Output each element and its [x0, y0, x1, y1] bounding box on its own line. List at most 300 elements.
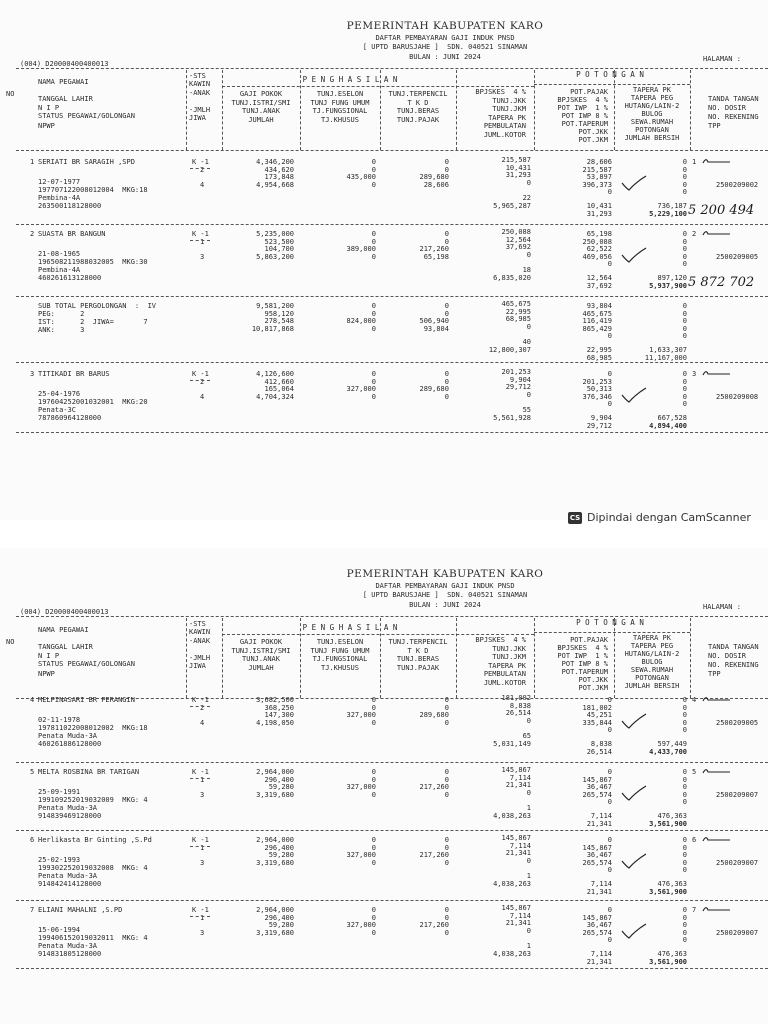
document-code: (004) D20000400400013: [20, 608, 109, 616]
subtotal-peg: PEG: 2: [38, 310, 85, 318]
signature-scrawl-icon: [702, 368, 732, 378]
gross-value: 7,114: [509, 911, 531, 920]
deduction-value: 465,675: [582, 309, 612, 318]
employee-npwp: 914842414128000: [38, 880, 102, 888]
header-col6-0: BPJSKES 4 %: [475, 636, 526, 644]
deduction-value: 68,985: [586, 353, 612, 362]
header-col1-0: NAMA PEGAWAI: [38, 626, 89, 634]
gross-value: 37,692: [505, 243, 531, 252]
allowance-value: 217,260: [419, 245, 449, 254]
employee-nip: 197707122008012004 MKG:18: [38, 186, 148, 194]
account-number: 2500209008: [716, 393, 759, 401]
header-col1-4: STATUS PEGAWAI/GOLONGAN: [38, 112, 135, 120]
gross-value: 21,341: [505, 781, 531, 790]
header-col7-4: POT.TAPERUM: [561, 668, 608, 676]
marital-status: 3: [200, 928, 205, 937]
birth-date: 12-07-1977: [38, 178, 81, 186]
page-label: HALAMAN :: [703, 603, 741, 611]
deduction-value: 736,187: [657, 202, 687, 210]
employee-grade: Penata-3C: [38, 406, 76, 414]
allowance-value: 327,000: [346, 851, 376, 860]
allowance-value: 327,000: [346, 385, 376, 394]
salary-value: 4,954,668: [256, 180, 294, 189]
deduction-value: 0: [607, 260, 612, 269]
signature-scrawl-icon: [702, 904, 732, 914]
subtotal-label: SUB TOTAL PERGOLONGAN : IV: [38, 302, 157, 310]
employee-nip: 199302252019032008 MKG: 4: [38, 864, 148, 872]
document-title: PEMERINTAH KABUPATEN KARO: [346, 568, 544, 580]
allowance-value: 0: [444, 843, 449, 852]
allowance-value: 0: [444, 913, 449, 922]
salary-value: 147,300: [264, 711, 294, 720]
deduction-value: 0: [682, 392, 687, 401]
employee-nip: 197811022008012002 MKG:18: [38, 724, 148, 732]
employee-name: TITIKADI BR BARUS: [38, 370, 110, 378]
header-col6-2: TUNJ.JKM: [492, 105, 526, 113]
allowance-value: 93,804: [423, 324, 449, 333]
deduction-value: 116,419: [582, 317, 612, 326]
column-line: [222, 618, 223, 698]
gross-value: 0: [526, 788, 531, 797]
deduction-value: 476,363: [657, 812, 687, 820]
document-subtitle: DAFTAR PEMBAYARAN GAJI INDUK PNSD: [375, 582, 515, 590]
allowance-value: 0: [371, 906, 376, 914]
gross-value: 5,561,928: [493, 414, 531, 422]
deduction-value: 7,114: [590, 950, 612, 958]
header-col8-6: JUMLAH BERSIH: [624, 134, 680, 142]
rule-line: [16, 968, 768, 969]
header-col6-3: TAPERA PK: [488, 113, 526, 122]
row-number: 6: [30, 836, 35, 844]
rule-line: [16, 900, 768, 901]
deduction-value: 0: [607, 936, 612, 945]
deduction-value: 36,467: [586, 921, 612, 930]
gross-value: 215,587: [501, 156, 531, 164]
header-col9-2: NO. REKENING: [708, 661, 759, 669]
marital-status: K -1: [192, 696, 209, 704]
allowance-value: 0: [444, 696, 449, 704]
allowance-value: 389,000: [346, 245, 376, 254]
marital-status: K -1: [192, 230, 209, 238]
allowance-value: 217,260: [419, 783, 449, 792]
allowance-value: 28,606: [423, 180, 449, 189]
gross-value: 21,341: [505, 919, 531, 928]
header-col4-0: TUNJ.ESELON: [316, 90, 364, 98]
row-number: 7: [30, 906, 35, 914]
allowance-value: 0: [444, 836, 449, 844]
rule-line: [16, 362, 768, 363]
header-col7-6: POT.JKM: [578, 684, 608, 692]
salary-value: 5,863,200: [256, 252, 294, 261]
deduction-value: 265,574: [582, 928, 612, 937]
account-number: 2500209007: [716, 791, 759, 799]
header-col8-2: HUTANG/LAIN-2: [624, 650, 680, 658]
column-line: [456, 70, 457, 150]
net-pay: 5,229,100: [649, 209, 687, 218]
header-col9-0: TANDA TANGAN: [708, 95, 759, 103]
gross-value: 145,867: [501, 834, 531, 842]
header-col1-4: STATUS PEGAWAI/GOLONGAN: [38, 660, 135, 668]
account-number: 2500209005: [716, 719, 759, 727]
header-col3-1: TUNJ.ISTRI/SMI: [231, 646, 291, 655]
deduction-value: 9,904: [590, 414, 612, 422]
gross-value: 181,002: [501, 694, 531, 702]
gross-value: 65: [522, 732, 531, 741]
header-col7-3: POT IWP 8 %: [561, 660, 608, 668]
marital-status: 2: [200, 165, 205, 174]
account-number: 2500209002: [716, 181, 759, 189]
gross-value: 68,985: [505, 315, 531, 324]
rule-line: [222, 86, 534, 87]
gross-value: 0: [526, 856, 531, 865]
allowance-value: 0: [371, 230, 376, 238]
header-col3-0: GAJI POKOK: [239, 90, 283, 98]
header-col2-4: -JMLH: [189, 654, 211, 662]
deduction-value: 31,293: [586, 209, 612, 218]
gross-value: 4,038,263: [493, 950, 531, 958]
deduction-value: 0: [607, 188, 612, 197]
allowance-value: 0: [371, 392, 376, 401]
header-col5-3: TUNJ.PAJAK: [396, 663, 440, 672]
column-line: [534, 70, 535, 150]
header-col8-1: TAPERA PEG: [630, 642, 674, 650]
deduction-value: 1,633,307: [649, 346, 687, 354]
rule-line: [16, 296, 768, 297]
deduction-value: 0: [682, 711, 687, 720]
deduction-value: 0: [682, 928, 687, 937]
salary-value: 296,400: [264, 913, 294, 922]
deduction-value: 93,804: [586, 302, 612, 310]
header-col7-6: POT.JKM: [578, 136, 608, 144]
rule-line: [16, 68, 768, 69]
salary-value: 3,682,500: [256, 696, 294, 704]
deduction-value: 0: [607, 768, 612, 776]
gross-value: 4,038,263: [493, 880, 531, 888]
header-col7-1: BPJSKES 4 %: [557, 96, 608, 104]
employee-nip: 199406152019032011 MKG: 4: [38, 934, 148, 942]
header-col2-0: -STS: [189, 72, 206, 80]
marital-status: 2: [200, 703, 205, 712]
column-line: [534, 618, 535, 698]
deduction-value: 8,838: [590, 740, 612, 748]
header-col6-1: TUNJ.JKK: [492, 96, 526, 105]
gross-value: 22: [522, 194, 531, 203]
deduction-value: 0: [682, 377, 687, 386]
gross-value: 7,114: [509, 773, 531, 782]
allowance-value: 327,000: [346, 921, 376, 930]
allowance-value: 217,260: [419, 851, 449, 860]
employee-nip: 196508211988032005 MKG:30: [38, 258, 148, 266]
deduction-value: 7,114: [590, 880, 612, 888]
allowance-value: 0: [371, 324, 376, 333]
gross-value: 26,514: [505, 709, 531, 718]
gross-value: 10,431: [505, 163, 531, 172]
header-col1-0: NAMA PEGAWAI: [38, 78, 89, 86]
school-unit: [ UPTD BARUSJAHE ] SDN. 040521 SINAMAN: [362, 591, 528, 599]
deduction-value: 0: [607, 726, 612, 735]
signature-scrawl-icon: [702, 766, 732, 776]
salary-value: 59,280: [268, 851, 294, 860]
salary-value: 4,346,200: [256, 158, 294, 166]
allowance-value: 0: [444, 906, 449, 914]
allowance-value: 0: [371, 370, 376, 378]
header-col1-2: TANGGAL LAHIR: [38, 643, 93, 651]
deduction-value: 21,341: [586, 887, 612, 896]
signature-check-icon: [620, 852, 648, 870]
employee-npwp: 914839469128000: [38, 812, 102, 820]
signature-number: 4: [692, 696, 701, 704]
deduction-value: 0: [682, 385, 687, 394]
allowance-value: 0: [444, 237, 449, 246]
deduction-value: 469,056: [582, 252, 612, 261]
rule-line: [190, 240, 210, 241]
deduction-value: 0: [682, 252, 687, 261]
marital-status: K -1: [192, 370, 209, 378]
deduction-value: 181,002: [582, 703, 612, 712]
birth-date: 02-11-1978: [38, 716, 81, 724]
allowance-value: 327,000: [346, 711, 376, 720]
marital-status: 1: [200, 843, 205, 852]
deduction-value: 145,867: [582, 843, 612, 852]
gross-value: 0: [526, 250, 531, 259]
employee-nip: 199109252019032009 MKG: 4: [38, 796, 148, 804]
salary-value: 9,581,200: [256, 302, 294, 310]
gross-value: 0: [526, 390, 531, 399]
salary-value: 4,126,600: [256, 370, 294, 378]
header-col5-2: TUNJ.BERAS: [396, 655, 440, 663]
header-col6-4: PEMBULATAN: [483, 122, 526, 130]
gross-value: 250,088: [501, 228, 531, 236]
column-line: [222, 70, 223, 150]
deduction-value: 0: [682, 768, 687, 776]
salary-value: 59,280: [268, 783, 294, 792]
allowance-value: 65,198: [423, 252, 449, 261]
camscanner-text: Dipindai dengan CamScanner: [587, 511, 751, 524]
header-col8-4: SEWA.RUMAH: [630, 666, 674, 674]
deduction-value: 0: [607, 836, 612, 844]
gross-value: 465,675: [501, 300, 531, 308]
employee-npwp: 263500118128000: [38, 202, 102, 210]
deduction-value: 0: [682, 866, 687, 875]
header-col4-2: TJ.FUNGSIONAL: [312, 107, 368, 115]
gross-value: 1: [526, 872, 531, 881]
deduction-value: 0: [682, 836, 687, 844]
header-col1-3: N I P: [38, 652, 60, 660]
row-number: 3: [30, 370, 35, 378]
deduction-value: 21,341: [586, 819, 612, 828]
salary-value: 173,848: [264, 173, 294, 182]
marital-status: 3: [200, 252, 205, 261]
allowance-value: 0: [444, 718, 449, 727]
deduction-value: 28,606: [586, 158, 612, 166]
header-col5-1: T K D: [407, 646, 429, 655]
deduction-value: 0: [607, 906, 612, 914]
deduction-value: 0: [682, 230, 687, 238]
allowance-value: 0: [444, 768, 449, 776]
allowance-value: 0: [371, 377, 376, 386]
row-number: 5: [30, 768, 35, 776]
gross-value: 12,564: [505, 235, 531, 244]
header-col8-3: BULOG: [641, 658, 663, 666]
allowance-value: 435,000: [346, 173, 376, 182]
account-number: 2500209007: [716, 929, 759, 937]
signature-scrawl-icon: [702, 228, 732, 238]
net-pay: 3,561,900: [649, 819, 687, 828]
deduction-value: 36,467: [586, 783, 612, 792]
column-line: [186, 618, 187, 698]
account-number: 2500209007: [716, 859, 759, 867]
header-col5-0: TUNJ.TERPENCIL: [388, 638, 448, 646]
header-col3-0: GAJI POKOK: [239, 638, 283, 646]
marital-status: K -1: [192, 158, 209, 166]
account-number: 2500209005: [716, 253, 759, 261]
signature-scrawl-icon: [702, 694, 732, 704]
header-col3-1: TUNJ.ISTRI/SMI: [231, 98, 291, 107]
allowance-value: 0: [371, 790, 376, 799]
payroll-page-2: [0, 548, 768, 1024]
allowance-value: 217,260: [419, 921, 449, 930]
salary-value: 523,500: [264, 237, 294, 246]
allowance-value: 0: [371, 165, 376, 174]
allowance-value: 0: [444, 790, 449, 799]
gross-value: 22,995: [505, 307, 531, 316]
gross-value: 55: [522, 406, 531, 415]
header-col3-2: TUNJ.ANAK: [242, 107, 280, 115]
deduction-value: 62,522: [586, 245, 612, 254]
deduction-value: 0: [682, 858, 687, 867]
marital-status: K -1: [192, 836, 209, 844]
school-unit: [ UPTD BARUSJAHE ] SDN. 040521 SINAMAN: [362, 43, 528, 51]
net-pay: 11,167,000: [644, 353, 687, 362]
signature-number: 3: [692, 370, 701, 378]
deduction-value: 26,514: [586, 747, 612, 756]
deduction-value: 145,867: [582, 913, 612, 922]
gross-value: 9,904: [509, 375, 531, 384]
header-col7-2: POT IWP 1 %: [557, 652, 608, 660]
salary-value: 5,235,000: [256, 230, 294, 238]
allowance-value: 0: [444, 858, 449, 867]
marital-status: 4: [200, 180, 205, 189]
deduction-value: 0: [607, 866, 612, 875]
salary-value: 10,817,868: [251, 324, 294, 333]
camscanner-logo-icon: CS: [568, 512, 582, 524]
header-col8-5: POTONGAN: [635, 126, 669, 134]
signature-number: 7: [692, 906, 701, 914]
rule-line: [190, 916, 210, 917]
header-col6-2: TUNJ.JKM: [492, 653, 526, 661]
salary-value: 2,964,000: [256, 768, 294, 776]
header-col2-4: -JMLH: [189, 106, 211, 114]
header-col5-3: TUNJ.PAJAK: [396, 115, 440, 124]
header-col2-1: KAWIN: [189, 628, 211, 636]
allowance-value: 0: [444, 165, 449, 174]
column-line: [300, 618, 301, 698]
header-col2-2: -ANAK: [189, 637, 211, 645]
header-col9-2: NO. REKENING: [708, 113, 759, 121]
header-col8-5: POTONGAN: [635, 674, 669, 682]
gross-value: 1: [526, 942, 531, 951]
deduction-value: 865,429: [582, 324, 612, 333]
employee-grade: Penata Muda-3A: [38, 804, 98, 812]
deduction-value: 0: [682, 843, 687, 852]
header-col8-0: TAPERA PK: [633, 634, 671, 642]
salary-value: 2,964,000: [256, 836, 294, 844]
allowance-value: 289,680: [419, 173, 449, 182]
signature-check-icon: [620, 174, 648, 192]
header-col9-0: TANDA TANGAN: [708, 643, 759, 651]
salary-value: 278,548: [264, 317, 294, 326]
gross-value: 1: [526, 804, 531, 813]
net-pay: 5,937,900: [649, 281, 687, 290]
allowance-value: 0: [371, 158, 376, 166]
employee-name: SERIATI BR SARAGIH ,SPD: [38, 158, 135, 166]
allowance-value: 0: [444, 158, 449, 166]
deduction-value: 0: [682, 173, 687, 182]
signature-check-icon: [620, 922, 648, 940]
header-col6-3: TAPERA PK: [488, 661, 526, 670]
header-col2-0: -STS: [189, 620, 206, 628]
subtotal-ist: IST: 2 JIWA= 7: [38, 318, 148, 326]
gross-value: 0: [526, 716, 531, 725]
allowance-value: 0: [444, 703, 449, 712]
deduction-value: 50,313: [586, 385, 612, 394]
handwritten-net-note: 5 200 494: [688, 203, 755, 218]
gross-value: 145,867: [501, 904, 531, 912]
rule-line: [16, 762, 768, 763]
column-line: [614, 618, 615, 698]
rule-line: [534, 84, 690, 85]
marital-status: 1: [200, 237, 205, 246]
salary-value: 3,319,680: [256, 928, 294, 937]
rule-line: [534, 632, 690, 633]
header-col7-3: POT IWP 8 %: [561, 112, 608, 120]
deduction-value: 0: [682, 696, 687, 704]
signature-number: 1: [692, 158, 701, 166]
gross-value: 7,114: [509, 841, 531, 850]
header-col2-1: KAWIN: [189, 80, 211, 88]
deduction-value: 0: [607, 370, 612, 378]
deduction-value: 376,346: [582, 392, 612, 401]
deduction-value: 22,995: [586, 346, 612, 354]
header-col1-2: TANGGAL LAHIR: [38, 95, 93, 103]
rule-line: [222, 634, 534, 635]
header-col1-3: N I P: [38, 104, 60, 112]
header-col6-0: BPJSKES 4 %: [475, 88, 526, 96]
header-col2-5: JIWA: [189, 662, 206, 670]
allowance-value: 0: [371, 913, 376, 922]
header-col2-5: JIWA: [189, 114, 206, 122]
allowance-value: 0: [371, 775, 376, 784]
header-col6-1: TUNJ.JKK: [492, 644, 526, 653]
marital-status: 2: [200, 377, 205, 386]
header-col3-3: JUMLAH: [248, 663, 274, 672]
rule-line: [190, 706, 210, 707]
allowance-value: 0: [371, 843, 376, 852]
birth-date: 21-08-1965: [38, 250, 81, 258]
salary-value: 958,120: [264, 309, 294, 318]
gross-value: 0: [526, 926, 531, 935]
deduction-value: 7,114: [590, 812, 612, 820]
deduction-value: 0: [682, 158, 687, 166]
column-line: [456, 618, 457, 698]
rule-line: [190, 168, 210, 169]
deduction-value: 215,587: [582, 165, 612, 174]
column-line: [380, 618, 381, 698]
signature-number: 2: [692, 230, 701, 238]
allowance-value: 0: [371, 836, 376, 844]
allowance-value: 0: [371, 180, 376, 189]
signature-check-icon: [620, 784, 648, 802]
